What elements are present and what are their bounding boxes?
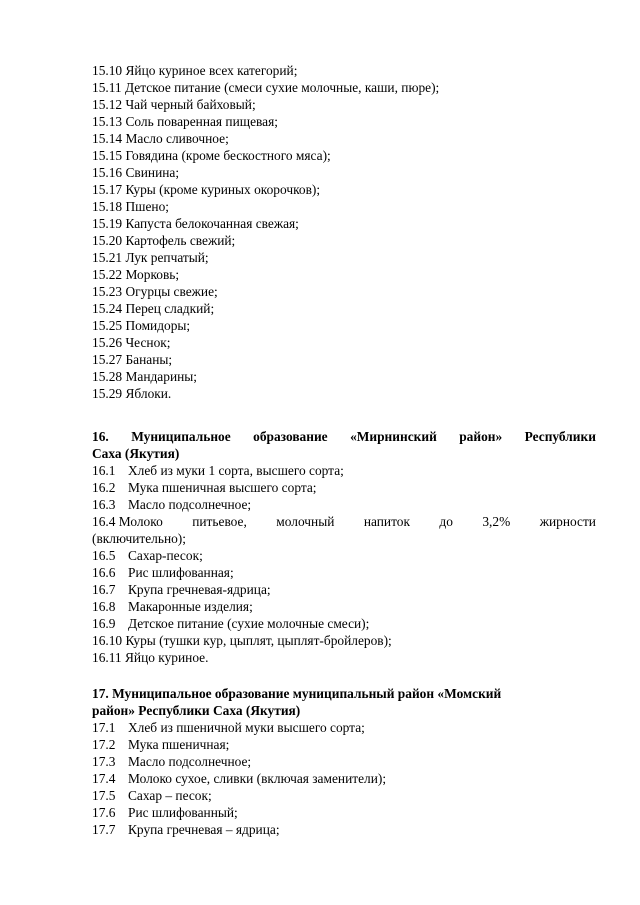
item-number: 16.9 xyxy=(92,616,116,631)
item-text: Масло подсолнечное; xyxy=(128,497,252,512)
heading-word: «Мирнинский xyxy=(350,429,437,444)
item-number: 17.1 xyxy=(92,720,116,735)
item-word: напиток xyxy=(363,514,410,529)
heading-word: образование xyxy=(253,429,328,444)
list-item: 15.17 Куры (кроме куриных окорочков); xyxy=(92,182,321,197)
item-text: Рис шлифованная; xyxy=(128,565,234,580)
item-text: Мука пшеничная; xyxy=(128,737,230,752)
list-item xyxy=(92,479,596,496)
item-text: Сахар-песок; xyxy=(128,548,203,563)
list-item: 15.15 Говядина (кроме бескостного мяса); xyxy=(92,148,331,163)
list-item: 16.10 Куры (тушки кур, цыплят, цыплят-бройлеров); xyxy=(92,633,392,648)
heading-word: район» xyxy=(459,429,503,444)
item-text: Макаронные изделия; xyxy=(128,599,253,614)
list-item xyxy=(92,736,596,753)
section-17-heading-cont: район» Республики Саха (Якутия) xyxy=(92,703,301,718)
list-item: 15.18 Пшено; xyxy=(92,199,169,214)
list-item: 15.10 Яйцо куриное всех категорий; xyxy=(92,63,298,78)
list-item: 15.12 Чай черный байховый; xyxy=(92,97,256,112)
list-item: 15.27 Бананы; xyxy=(92,352,173,367)
list-item: 16.11 Яйцо куриное. xyxy=(92,650,209,665)
section-16-heading-cont: Саха (Якутия) xyxy=(92,446,180,461)
item-number: 17.7 xyxy=(92,822,116,837)
list-item xyxy=(92,462,596,479)
item-text: Мука пшеничная высшего сорта; xyxy=(128,480,317,495)
section-16-heading xyxy=(92,428,596,445)
heading-word: 16. xyxy=(92,429,109,444)
item-number: 17.2 xyxy=(92,737,116,752)
item-number: 16.3 xyxy=(92,497,116,512)
list-item xyxy=(92,719,596,736)
list-item: 15.14 Масло сливочное; xyxy=(92,131,229,146)
section-16 xyxy=(92,428,596,666)
section-17 xyxy=(92,685,596,838)
item-number: 17.4 xyxy=(92,771,116,786)
list-item: 15.16 Свинина; xyxy=(92,165,180,180)
item-word: питьевое, xyxy=(192,514,247,529)
list-item-justified xyxy=(92,513,596,530)
list-item xyxy=(92,753,596,770)
item-word: молочный xyxy=(276,514,335,529)
list-item xyxy=(92,547,596,564)
list-item: 15.20 Картофель свежий; xyxy=(92,233,236,248)
item-number: 16.5 xyxy=(92,548,116,563)
list-item: 15.25 Помидоры; xyxy=(92,318,191,333)
list-item: 15.24 Перец сладкий; xyxy=(92,301,215,316)
list-item: 15.23 Огурцы свежие; xyxy=(92,284,218,299)
list-item xyxy=(92,564,596,581)
list-item xyxy=(92,615,596,632)
heading-word: Муниципальное xyxy=(131,429,231,444)
item-text: Детское питание (сухие молочные смеси); xyxy=(128,616,370,631)
list-item xyxy=(92,496,596,513)
item-word: 3,2% xyxy=(482,514,511,529)
list-item xyxy=(92,821,596,838)
list-item xyxy=(92,770,596,787)
list-item: 15.22 Морковь; xyxy=(92,267,180,282)
item-number: 17.6 xyxy=(92,805,116,820)
item-word: 16.4 Молоко xyxy=(92,514,163,529)
list-item: 15.26 Чеснок; xyxy=(92,335,171,350)
item-number: 17.3 xyxy=(92,754,116,769)
list-item: 15.11 Детское питание (смеси сухие молочные, каши, пюре); xyxy=(92,80,440,95)
list-item: 15.29 Яблоки. xyxy=(92,386,172,401)
list-item xyxy=(92,598,596,615)
item-number: 16.8 xyxy=(92,599,116,614)
section-17-heading: 17. Муниципальное образование муниципальный район «Момский xyxy=(92,686,502,701)
item-text: Крупа гречневая-ядрица; xyxy=(128,582,271,597)
item-text: Крупа гречневая – ядрица; xyxy=(128,822,280,837)
list-item xyxy=(92,787,596,804)
list-item: 15.13 Соль поваренная пищевая; xyxy=(92,114,278,129)
item-word: жирности xyxy=(539,514,596,529)
item-number: 16.1 xyxy=(92,463,116,478)
list-item: 15.28 Мандарины; xyxy=(92,369,197,384)
section-15-list xyxy=(92,62,602,402)
list-item xyxy=(92,804,596,821)
item-text: Рис шлифованный; xyxy=(128,805,238,820)
item-text: Сахар – песок; xyxy=(128,788,212,803)
list-item: 15.19 Капуста белокочанная свежая; xyxy=(92,216,299,231)
item-number: 17.5 xyxy=(92,788,116,803)
item-number: 16.6 xyxy=(92,565,116,580)
item-number: 16.7 xyxy=(92,582,116,597)
item-text: Масло подсолнечное; xyxy=(128,754,252,769)
heading-word: Республики xyxy=(524,429,596,444)
item-word: до xyxy=(439,514,453,529)
list-item xyxy=(92,581,596,598)
item-text: Молоко сухое, сливки (включая заменители); xyxy=(128,771,387,786)
list-item-cont: (включительно); xyxy=(92,531,186,546)
list-item: 15.21 Лук репчатый; xyxy=(92,250,209,265)
item-number: 16.2 xyxy=(92,480,116,495)
item-text: Хлеб из муки 1 сорта, высшего сорта; xyxy=(128,463,344,478)
item-text: Хлеб из пшеничной муки высшего сорта; xyxy=(128,720,365,735)
